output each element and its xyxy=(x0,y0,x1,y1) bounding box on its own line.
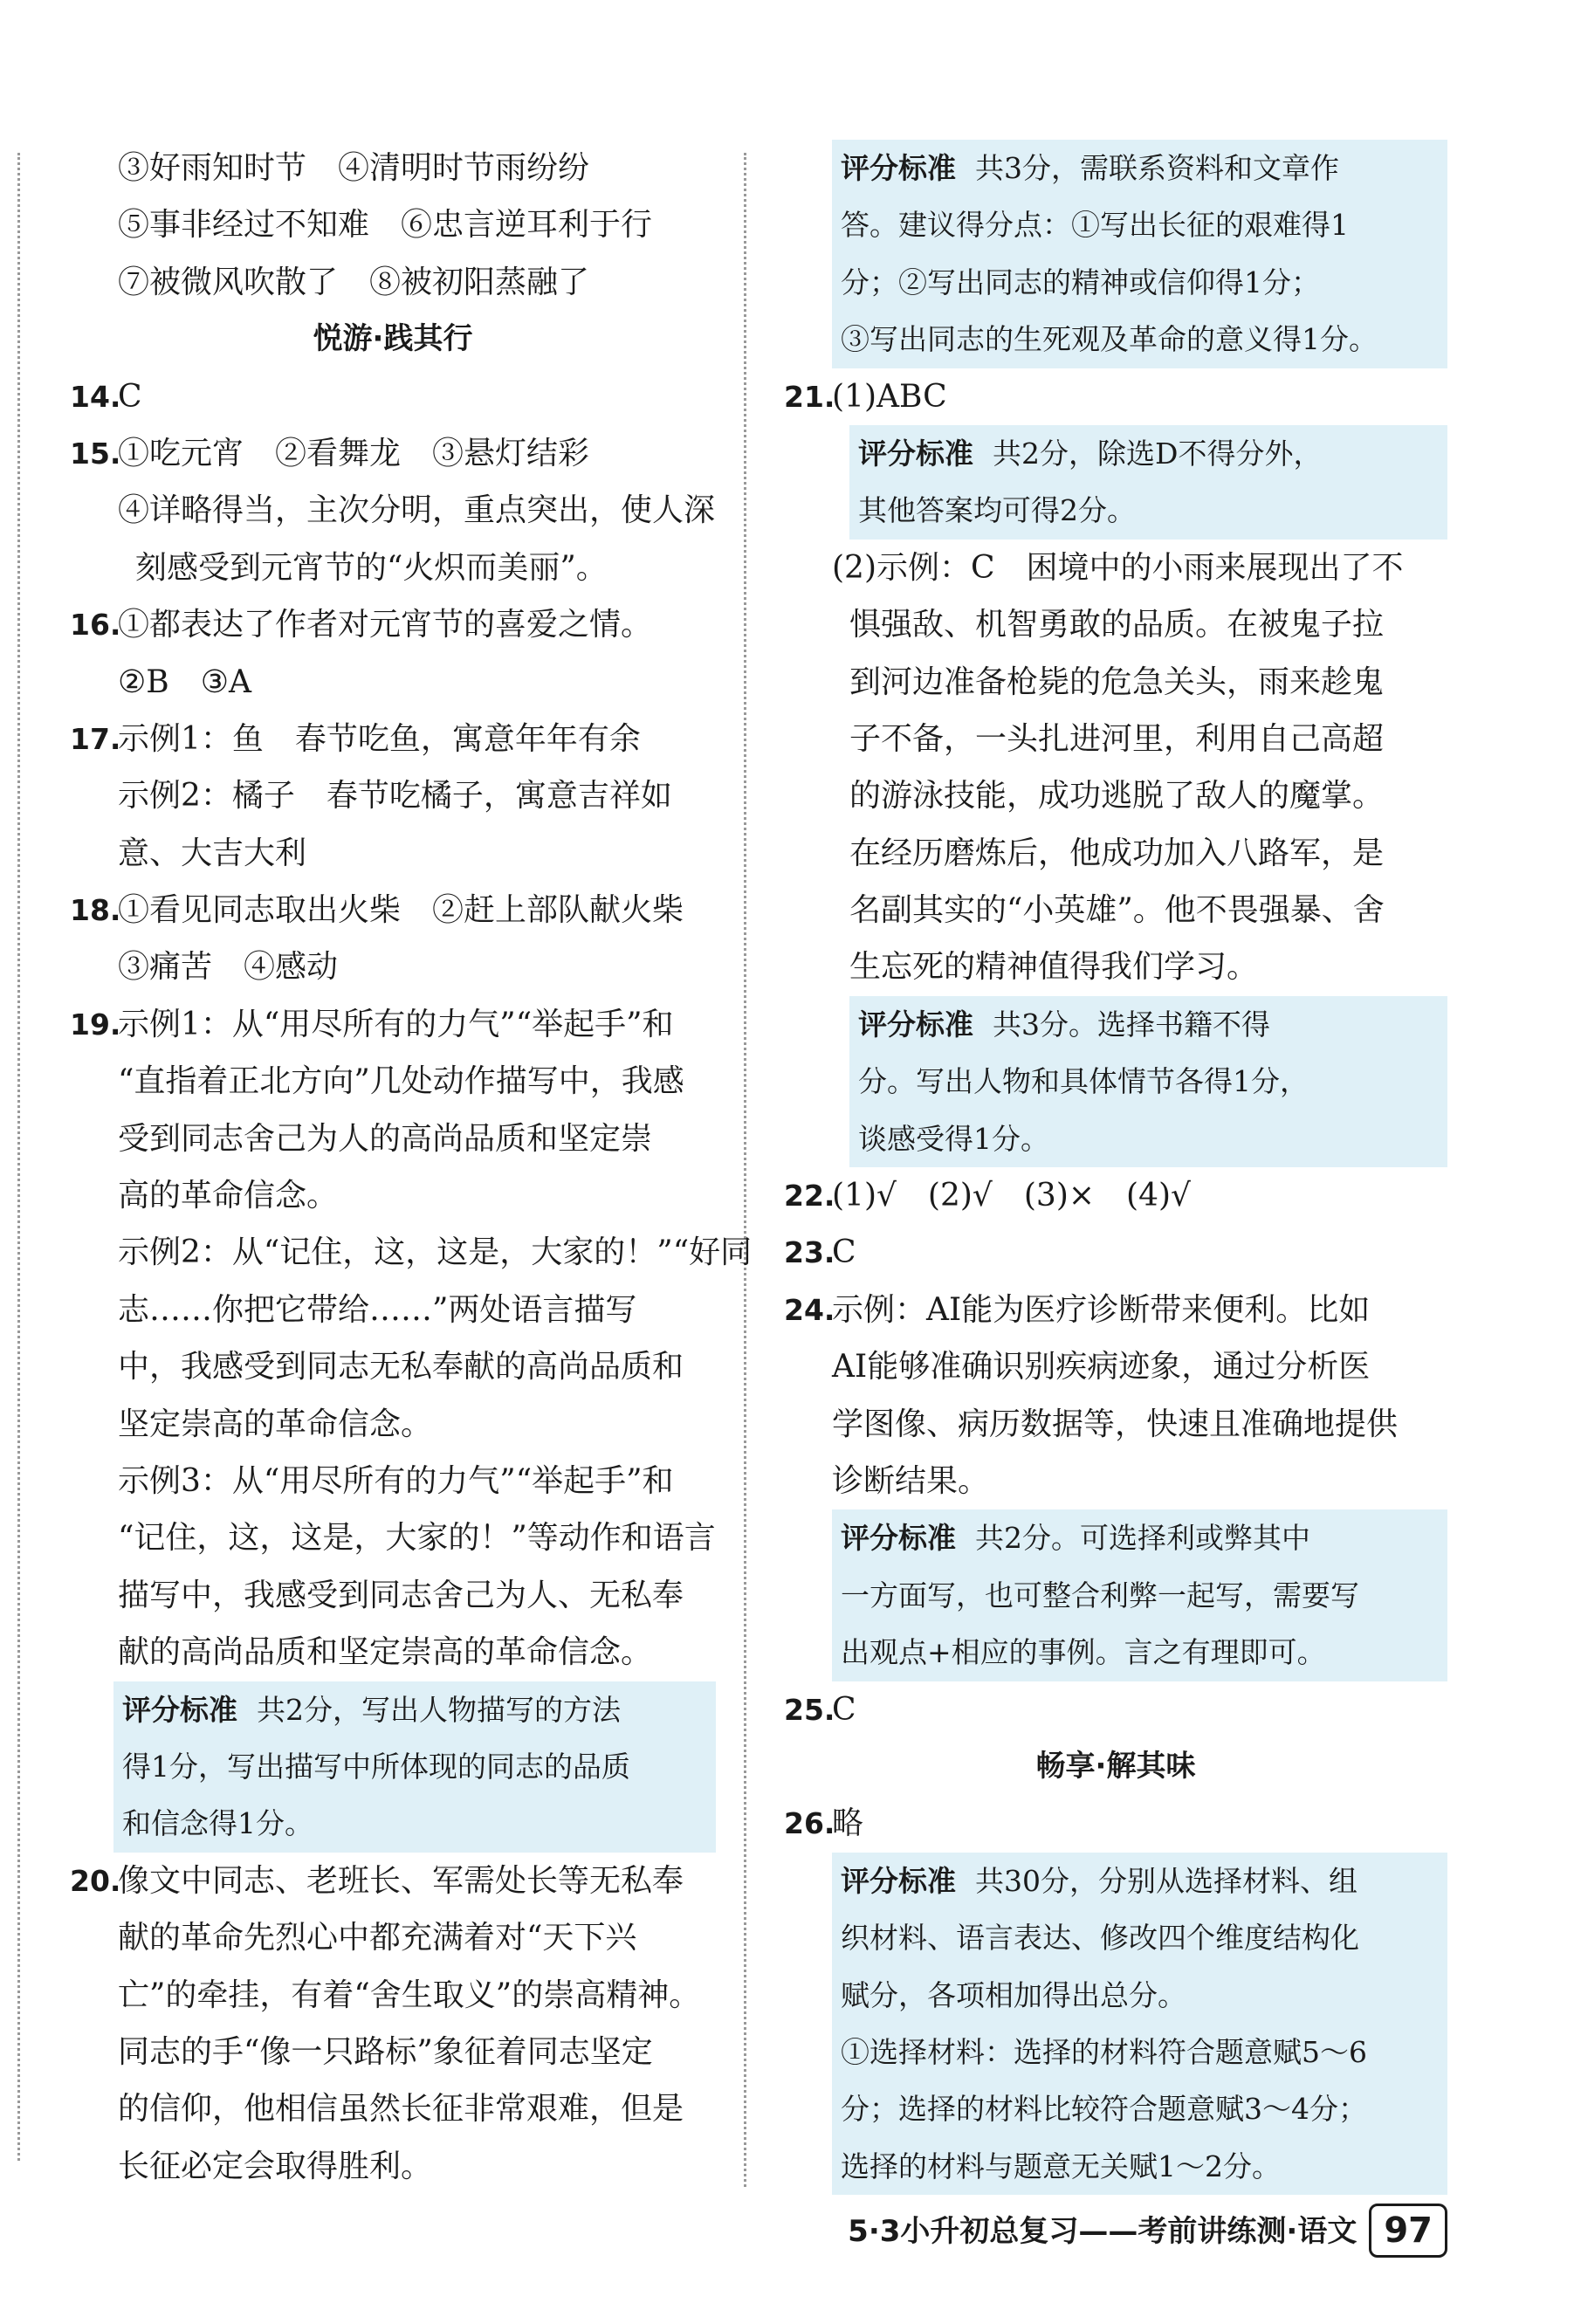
scoring-label: 评分标准 xyxy=(841,151,956,185)
text-line: 坚定崇高的革命信念。 xyxy=(118,1406,433,1442)
text-line: 生忘死的精神值得我们学习。 xyxy=(849,949,1259,986)
text-line: ⑤事非经过不知难 ⑥忠言逆耳利于行 xyxy=(118,207,653,244)
text-line: (2)示例：C 困境中的小雨来展现出了不 xyxy=(832,549,1404,586)
text-line: C xyxy=(832,1234,856,1271)
answer-25 xyxy=(784,1681,1447,1738)
text-line: 在经历磨炼后，他成功加入八路军，是 xyxy=(849,835,1385,871)
text-line: 子不备，一头扎进河里，利用自己高超 xyxy=(849,720,1385,757)
scoring-label: 评分标准 xyxy=(858,436,973,471)
text-line: ①看见同志取出火柴 ②赶上部队献火柴 xyxy=(118,892,684,929)
text-line: 共2分，写出人物描写的方法 xyxy=(257,1692,621,1727)
answer-21-2 xyxy=(784,540,1447,996)
text-line: 意、大吉大利 xyxy=(118,835,307,871)
text-line: ③痛苦 ④感动 xyxy=(118,949,339,986)
section-heading: 畅享·解其味 xyxy=(1035,1748,1196,1784)
text-line: 一方面写，也可整合利弊一起写，需要写 xyxy=(841,1578,1359,1612)
text-line: 选择的材料与题意无关赋1～2分。 xyxy=(841,2149,1281,2183)
text-line: 出观点+相应的事例。言之有理即可。 xyxy=(841,1635,1326,1670)
text-line: 示例3：从“用尽所有的力气”“举起手”和 xyxy=(118,1462,674,1499)
scoring-criteria-24 xyxy=(832,1509,1447,1681)
text-line: 其他答案均可得2分。 xyxy=(858,493,1136,528)
text-line: 高的革命信念。 xyxy=(118,1178,339,1214)
scoring-label: 评分标准 xyxy=(122,1692,237,1727)
text-line: 刻感受到元宵节的“火炽而美丽”。 xyxy=(135,549,608,586)
text-line: 谈感受得1分。 xyxy=(858,1121,1049,1156)
text-line: 共3分。选择书籍不得 xyxy=(993,1007,1270,1042)
left-column xyxy=(70,140,753,2195)
column-divider xyxy=(744,153,746,2187)
answer-18 xyxy=(70,882,716,996)
answer-24 xyxy=(784,1282,1447,1510)
book-title: 5·3小升初总复习——考前讲练测·语文 xyxy=(848,2214,1357,2249)
text-line: 的游泳技能，成功逃脱了敌人的魔掌。 xyxy=(849,778,1385,815)
text-line: ④详略得当，主次分明，重点突出，使人深 xyxy=(118,492,716,529)
answer-16 xyxy=(70,596,716,711)
question-number: 14. xyxy=(70,379,121,414)
question-number: 19. xyxy=(70,1007,121,1042)
text-line: ⑦被微风吹散了 ⑧被初阳蒸融了 xyxy=(118,264,590,300)
question-number: 25. xyxy=(784,1692,835,1727)
answer-15 xyxy=(70,425,716,596)
scoring-label: 评分标准 xyxy=(841,1863,956,1898)
right-column xyxy=(784,140,1447,2195)
question-number: 26. xyxy=(784,1806,835,1841)
scoring-criteria-19 xyxy=(113,1681,716,1853)
scoring-label: 评分标准 xyxy=(841,1521,956,1556)
text-line: C xyxy=(832,1691,856,1728)
question-number: 17. xyxy=(70,721,121,756)
text-line: 共3分，需联系资料和文章作 xyxy=(975,151,1339,185)
text-line: 诊断结果。 xyxy=(832,1462,990,1499)
text-line: 答。建议得分点：①写出长征的艰难得1 xyxy=(841,208,1349,243)
answer-19 xyxy=(70,996,753,1681)
text-line: ③好雨知时节 ④清明时节雨纷纷 xyxy=(118,150,590,186)
section-heading: 悦游·践其行 xyxy=(313,321,473,357)
text-line: (1)√ (2)√ (3)× (4)√ xyxy=(832,1178,1191,1214)
text-line: 中，我感受到同志无私奉献的高尚品质和 xyxy=(118,1349,684,1385)
text-line: 同志的手“像一只路标”象征着同志坚定 xyxy=(118,2033,653,2070)
text-line: 共2分，除选D不得分外， xyxy=(993,436,1323,471)
text-line: 示例1：鱼 春节吃鱼，寓意年年有余 xyxy=(118,720,641,757)
text-line: “记住，这，这是，大家的！”等动作和语言 xyxy=(118,1520,716,1557)
text-line: 得1分，写出描写中所体现的同志的品质 xyxy=(122,1749,630,1784)
answer-21 xyxy=(784,368,1447,425)
text-line: 献的革命先烈心中都充满着对“天下兴 xyxy=(118,1920,637,1956)
text-line: 的信仰，他相信虽然长征非常艰难，但是 xyxy=(118,2091,684,2128)
question-number: 21. xyxy=(784,379,835,414)
scoring-criteria-20 xyxy=(832,140,1447,368)
text-line: 长征必定会取得胜利。 xyxy=(118,2148,433,2184)
question-number: 23. xyxy=(784,1235,835,1270)
scoring-criteria-26 xyxy=(832,1853,1447,2195)
answer-17 xyxy=(70,711,716,882)
text-line: (1)ABC xyxy=(832,378,947,415)
text-line: ①选择材料：选择的材料符合题意赋5～6 xyxy=(841,2034,1367,2069)
page-footer xyxy=(784,2200,1447,2263)
text-line: ③写出同志的生死观及革命的意义得1分。 xyxy=(841,322,1378,357)
answer-14 xyxy=(70,368,716,425)
text-line: 受到同志舍己为人的高尚品质和坚定崇 xyxy=(118,1120,653,1157)
text-line: 示例1：从“用尽所有的力气”“举起手”和 xyxy=(118,1006,674,1042)
question-number: 15. xyxy=(70,436,121,471)
text-line: 分；选择的材料比较符合题意赋3～4分； xyxy=(841,2092,1367,2127)
page-number: 97 xyxy=(1369,2204,1447,2258)
text-line: ②B ③A xyxy=(118,664,252,700)
question-number: 22. xyxy=(784,1179,835,1214)
text-line: 织材料、语言表达、修改四个维度结构化 xyxy=(841,1921,1359,1956)
question-number: 16. xyxy=(70,608,121,643)
text-line: 示例2：橘子 春节吃橘子，寓意吉祥如 xyxy=(118,778,672,815)
left-margin-divider xyxy=(17,153,20,2161)
question-number: 24. xyxy=(784,1292,835,1327)
text-line: 共2分。可选择利或弊其中 xyxy=(975,1521,1310,1556)
text-line: “直指着正北方向”几处动作描写中，我感 xyxy=(118,1063,684,1100)
text-line: 亡”的牵挂，有着“舍生取义”的崇高精神。 xyxy=(118,1977,701,2013)
text-line: 惧强敌、机智勇敢的品质。在被鬼子拉 xyxy=(849,607,1385,643)
text-line: 略 xyxy=(832,1805,864,1842)
text-line: 示例2：从“记住，这，这是，大家的！”“好同 xyxy=(118,1234,753,1271)
text-line: 献的高尚品质和坚定崇高的革命信念。 xyxy=(118,1634,653,1671)
text-line: AI能够准确识别疾病迹象，通过分析医 xyxy=(832,1349,1371,1385)
text-line: C xyxy=(118,378,142,415)
text-line: 像文中同志、老班长、军需处长等无私奉 xyxy=(118,1862,684,1899)
text-line: 分；②写出同志的精神或信仰得1分； xyxy=(841,265,1320,299)
answer-13-continued xyxy=(70,140,716,311)
scoring-criteria-21-1 xyxy=(849,425,1447,540)
text-line: 和信念得1分。 xyxy=(122,1806,313,1841)
answer-23 xyxy=(784,1224,1447,1281)
question-number: 20. xyxy=(70,1863,121,1898)
text-line: 示例：AI能为医疗诊断带来便利。比如 xyxy=(832,1291,1371,1328)
text-line: 到河边准备枪毙的危急关头，雨来趁鬼 xyxy=(849,664,1385,700)
text-line: 共30分，分别从选择材料、组 xyxy=(975,1863,1357,1898)
text-line: 描写中，我感受到同志舍己为人、无私奉 xyxy=(118,1577,684,1613)
answer-20 xyxy=(70,1853,716,2195)
answer-22 xyxy=(784,1167,1447,1224)
scoring-criteria-21-2 xyxy=(849,996,1447,1167)
text-line: 学图像、病历数据等，快速且准确地提供 xyxy=(832,1406,1399,1442)
answer-26 xyxy=(784,1795,1447,1852)
text-line: 分。写出人物和具体情节各得1分， xyxy=(858,1064,1309,1099)
text-line: 名副其实的“小英雄”。他不畏强暴、舍 xyxy=(849,892,1385,929)
text-line: 志……你把它带给……”两处语言描写 xyxy=(118,1291,637,1328)
text-line: 赋分，各项相加得出总分。 xyxy=(841,1977,1186,2012)
text-line: ①都表达了作者对元宵节的喜爱之情。 xyxy=(118,607,653,643)
question-number: 18. xyxy=(70,893,121,928)
text-line: ①吃元宵 ②看舞龙 ③悬灯结彩 xyxy=(118,435,590,471)
scoring-label: 评分标准 xyxy=(858,1007,973,1042)
